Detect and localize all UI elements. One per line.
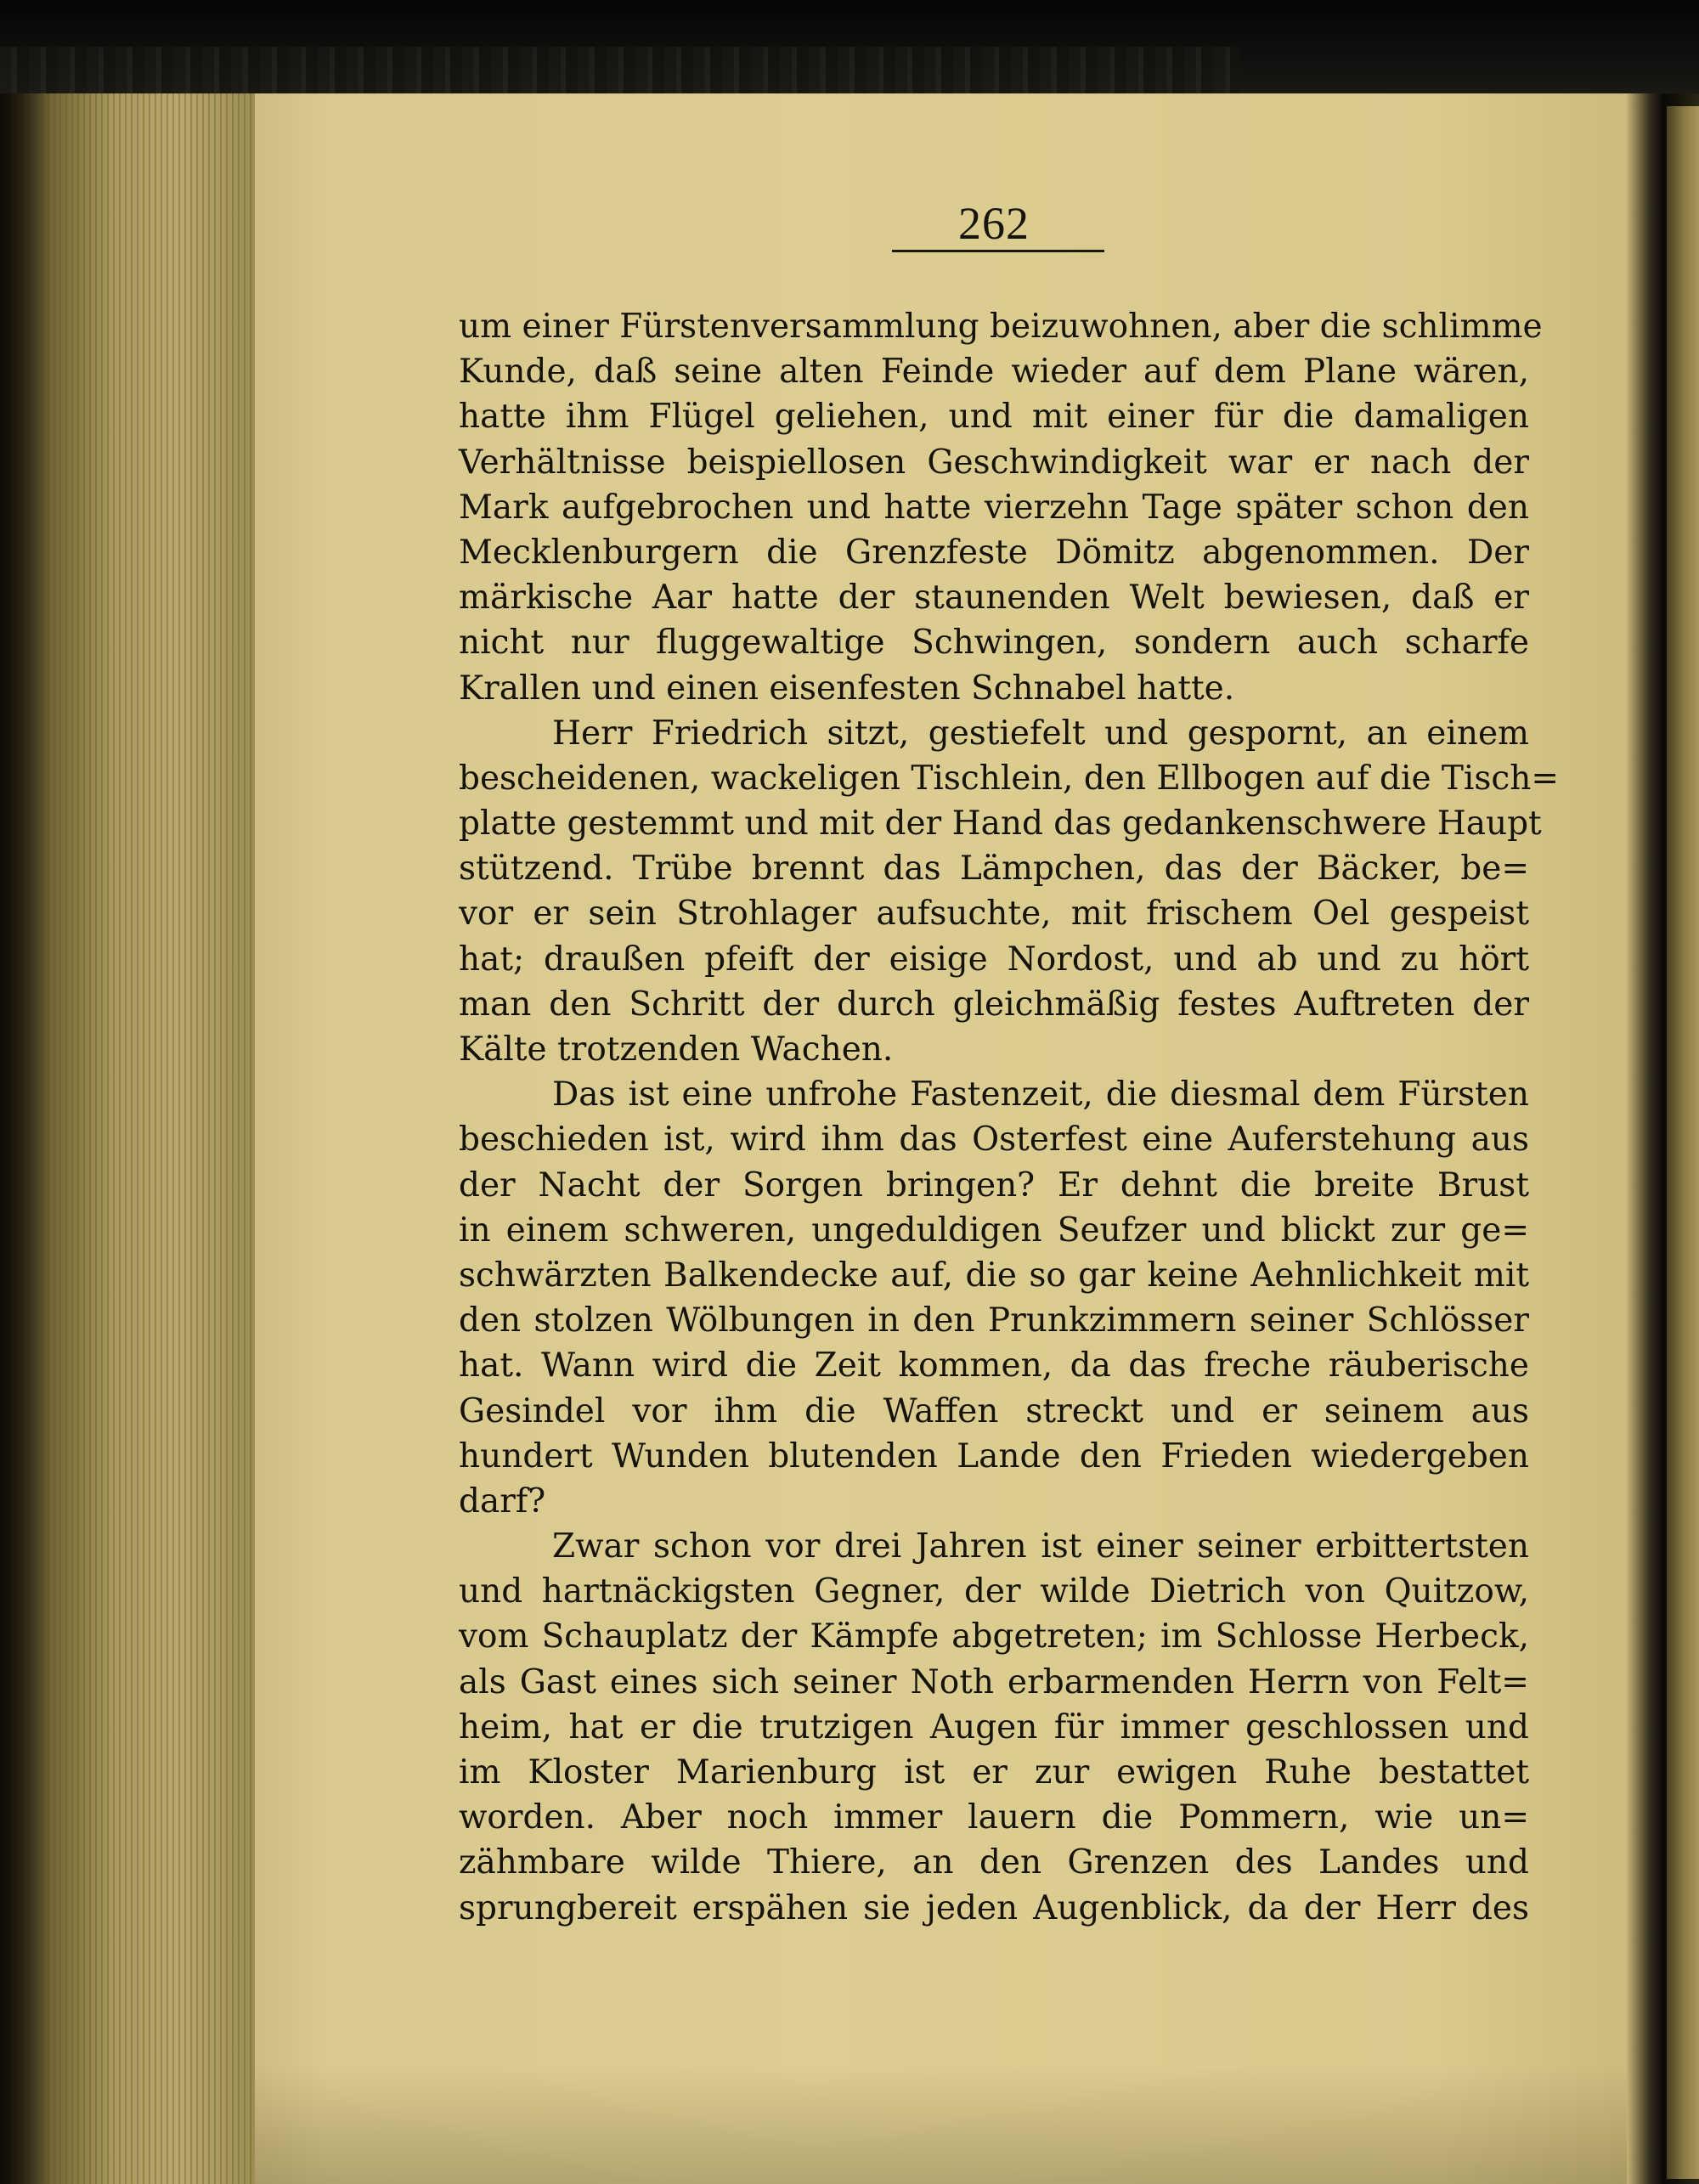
text-line: um einer Fürstenversammlung beizuwohnen, aber die schlimme <box>459 308 1543 346</box>
text-line: heim, hat er die trutzigen Augen für immer geschlossen und <box>459 1707 1529 1747</box>
text-line: Verhältnisse beispiellosen Geschwindigkeit war er nach der <box>459 443 1529 482</box>
book-spine-band <box>0 0 1699 93</box>
spine-texture <box>0 47 1240 98</box>
text-line: Zwar schon vor drei Jahren ist einer seiner erbittertsten <box>552 1527 1529 1566</box>
text-line: zähmbare wilde Thiere, an den Grenzen des Landes und <box>459 1843 1529 1882</box>
page-bottom-shade <box>255 2065 1648 2184</box>
body-text <box>459 304 1560 1931</box>
text-line: hundert Wunden blutenden Lande den Frieden wiedergeben <box>459 1436 1529 1476</box>
next-page-edge <box>1667 106 1699 2179</box>
text-line: Das ist eine unfrohe Fastenzeit, die diesmal dem Fürsten <box>552 1075 1529 1115</box>
text-line: den stolzen Wölbungen in den Prunkzimmern seiner Schlösser <box>459 1301 1529 1340</box>
text-line: man den Schritt der durch gleichmäßig festes Auftreten der <box>459 985 1529 1024</box>
text-line: hat; draußen pfeift der eisige Nordost, und ab und zu hört <box>459 940 1529 979</box>
text-line: märkische Aar hatte der staunenden Welt bewiesen, daß er <box>459 578 1529 618</box>
text-line: und hartnäckigsten Gegner, der wilde Dietrich von Quitzow, <box>459 1572 1529 1611</box>
text-line: Mark aufgebrochen und hatte vierzehn Tage später schon den <box>459 488 1529 527</box>
text-line: Herr Friedrich sitzt, gestiefelt und gespornt, an einem <box>552 714 1529 753</box>
text-line: bescheidenen, wackeligen Tischlein, den Ellbogen auf die Tisch= <box>459 759 1560 798</box>
page-edges-stack <box>0 93 255 2184</box>
text-line: der Nacht der Sorgen bringen? Er dehnt die breite Brust <box>459 1165 1529 1205</box>
text-line: Mecklenburgern die Grenzfeste Dömitz abgenommen. Der <box>459 533 1529 572</box>
text-line: schwärzten Balkendecke auf, die so gar keine Aehnlichkeit mit <box>459 1256 1529 1295</box>
text-line: platte gestemmt und mit der Hand das gedankenschwere Haupt <box>459 804 1542 844</box>
page-number: 262 <box>958 198 1030 249</box>
text-line: worden. Aber noch immer lauern die Pommern, wie un= <box>459 1798 1529 1837</box>
text-line: vor er sein Strohlager aufsuchte, mit frischem Oel gespeist <box>459 894 1529 934</box>
text-line: Krallen und einen eisenfesten Schnabel hatte. <box>459 669 1235 708</box>
text-line: nicht nur fluggewaltige Schwingen, sondern auch scharfe <box>459 624 1529 663</box>
text-line: darf? <box>459 1481 546 1521</box>
header-rule <box>892 250 1104 252</box>
edge-shadow <box>0 93 51 2184</box>
text-line: im Kloster Marienburg ist er zur ewigen Ruhe bestattet <box>459 1753 1529 1792</box>
text-line: hatte ihm Flügel geliehen, und mit einer für die damaligen <box>459 398 1529 437</box>
text-line: in einem schweren, ungeduldigen Seufzer und blickt zur ge= <box>459 1211 1529 1250</box>
text-line: Kunde, daß seine alten Feinde wieder auf dem Plane wären, <box>459 353 1529 392</box>
text-line: Kälte trotzenden Wachen. <box>459 1030 894 1069</box>
text-line: als Gast eines sich seiner Noth erbarmenden Herrn von Felt= <box>459 1662 1529 1701</box>
text-line: hat. Wann wird die Zeit kommen, da das freche räuberische <box>459 1346 1529 1385</box>
text-line: stützend. Trübe brennt das Lämpchen, das der Bäcker, be= <box>459 849 1529 889</box>
text-line: sprungbereit erspähen sie jeden Augenblick, da der Herr des <box>459 1888 1529 1927</box>
text-line: vom Schauplatz der Kämpfe abgetreten; im Schlosse Herbeck, <box>459 1617 1529 1656</box>
text-line: beschieden ist, wird ihm das Osterfest eine Auferstehung aus <box>459 1120 1529 1160</box>
text-line: Gesindel vor ihm die Waffen streckt und er seinem aus <box>459 1391 1529 1431</box>
